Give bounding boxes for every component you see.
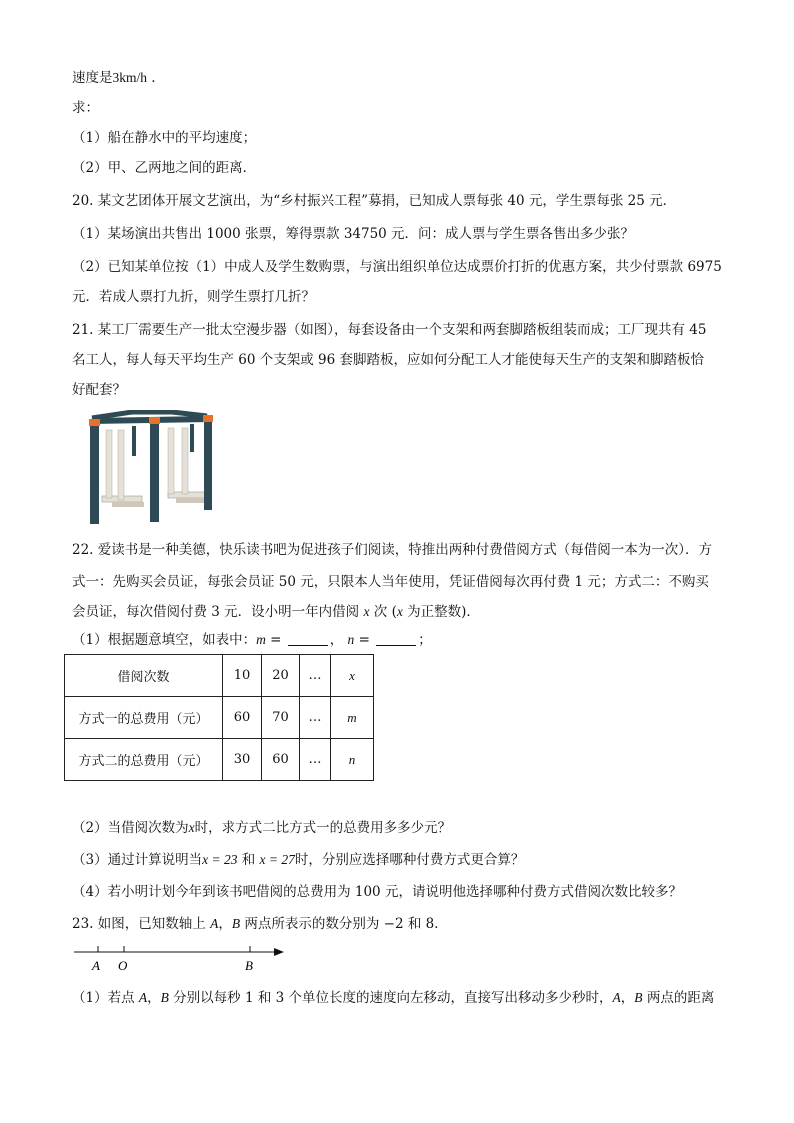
question-21-cont: 名工人，每人每天平均生产 60 个支架或 96 套脚踏板，应如何分配工人才能使每天生产的支架和脚踏板恰 bbox=[72, 352, 705, 368]
question-21-cont: 好配套？ bbox=[72, 382, 126, 398]
question-23-part1: （1）若点 A，B 分别以每秒 1 和 3 个单位长度的速度向左移动，直接写出移动多少秒时，A，B 两点的距离 bbox=[72, 990, 715, 1006]
space-walker-illustration bbox=[72, 410, 222, 528]
point-label-B: B bbox=[245, 958, 253, 973]
text-line: 求： bbox=[72, 100, 99, 116]
question-20-part2: （2）已知某单位按（1）中成人及学生数购票，与演出组织单位达成票价打折的优惠方案，共少付票款 6975 bbox=[72, 259, 722, 275]
table-row: 方式一的总费用（元） 60 70 … m bbox=[65, 697, 374, 739]
answer-blank-n bbox=[376, 631, 416, 646]
question-22-part1: （1）根据题意填空，如表中：m = ， n = ； bbox=[72, 632, 432, 648]
text-line: （1）船在静水中的平均速度； bbox=[72, 130, 257, 146]
question-22-part3: （3）通过计算说明当x = 23 和 x = 27时，分别应选择哪种付费方式更合算？ bbox=[72, 852, 525, 868]
axis-arrow bbox=[274, 948, 284, 956]
table-row: 借阅次数 10 20 … x bbox=[65, 655, 374, 697]
question-21: 21. 某工厂需要生产一批太空漫步器（如图），每套设备由一个支架和两套脚踏板组装而成；工厂现共有 45 bbox=[72, 322, 707, 338]
number-line bbox=[72, 940, 292, 976]
question-20-part1: （1）某场演出共售出 1000 张票，筹得票款 34750 元．问：成人票与学生票各售出多少张？ bbox=[72, 226, 635, 242]
table-row: 方式二的总费用（元） 30 60 … n bbox=[65, 739, 374, 781]
question-22: 22. 爱读书是一种美德，快乐读书吧为促进孩子们阅读，特推出两种付费借阅方式（每借阅一本为一次）．方 bbox=[72, 542, 713, 558]
question-22-part2: （2）当借阅次数为x时，求方式二比方式一的总费用多多少元？ bbox=[72, 820, 452, 836]
answer-blank-m bbox=[288, 631, 328, 646]
text-line: 速度是3km/h . bbox=[72, 70, 156, 86]
question-23: 23. 如图，已知数轴上 A，B 两点所表示的数分别为 −2 和 8． bbox=[72, 916, 448, 932]
question-22-cont: 会员证，每次借阅付费 3 元．设小明一年内借阅 x 次 (x 为正整数)． bbox=[72, 604, 480, 620]
point-label-A: A bbox=[92, 958, 100, 973]
question-22-cont: 式一：先购买会员证，每张会员证 50 元，只限本人当年使用，凭证借阅每次再付费 1 元；方式二：不购买 bbox=[72, 574, 709, 590]
point-label-O: O bbox=[118, 958, 128, 973]
question-20-part2-cont: 元．若成人票打九折，则学生票打几折？ bbox=[72, 289, 315, 305]
fee-table bbox=[64, 654, 374, 781]
text-line: （2）甲、乙两地之间的距离． bbox=[72, 160, 257, 176]
question-22-part4: （4）若小明计划今年到该书吧借阅的总费用为 100 元，请说明他选择哪种付费方式借阅次数比较多？ bbox=[72, 884, 682, 900]
question-20: 20. 某文艺团体开展文艺演出，为“乡村振兴工程”募捐，已知成人票每张 40 元，学生票每张 25 元． bbox=[72, 193, 677, 209]
